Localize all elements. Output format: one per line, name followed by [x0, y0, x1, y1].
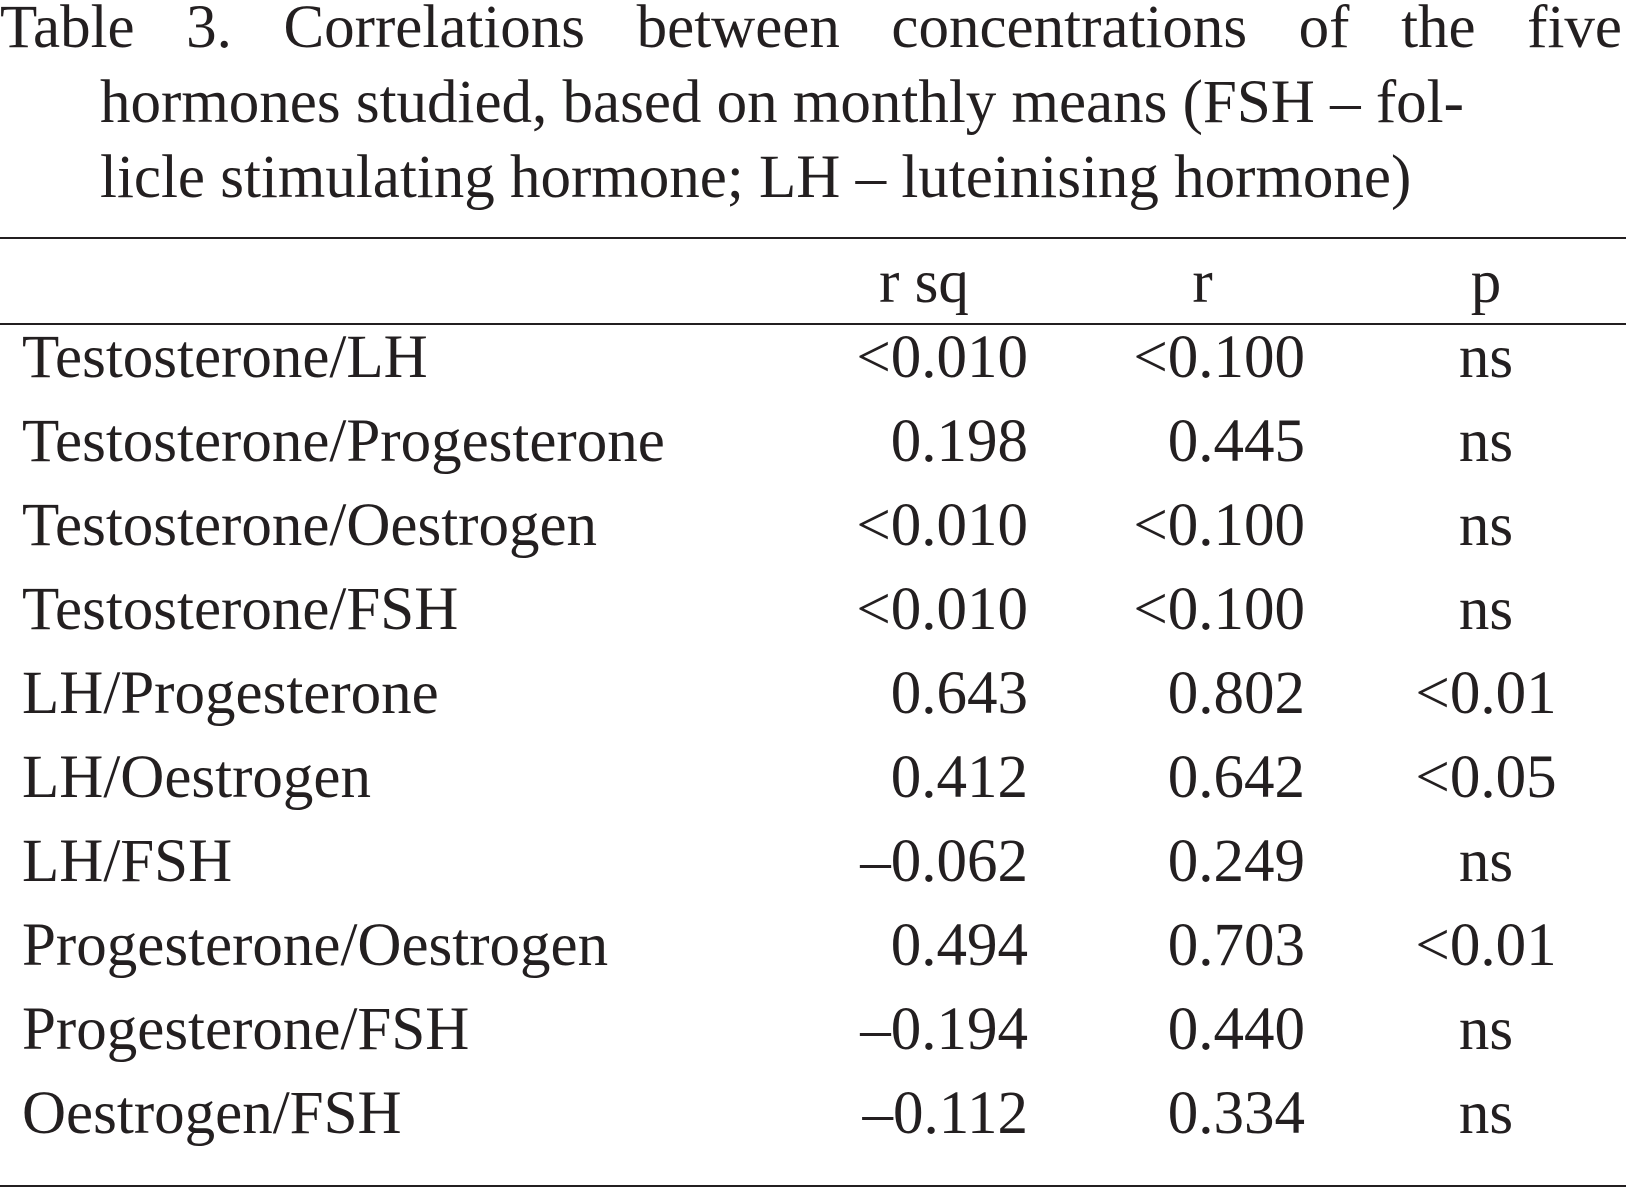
- table-row: [0, 1071, 1626, 1157]
- row-r: 0.440: [1167, 996, 1305, 1063]
- header-r: r: [1192, 249, 1213, 316]
- row-rsq: –0.194: [860, 996, 1028, 1063]
- row-label: Testosterone/FSH: [22, 576, 459, 643]
- row-rsq: 0.198: [890, 408, 1028, 475]
- row-rsq: 0.643: [890, 660, 1028, 727]
- table-row: [0, 819, 1626, 905]
- row-label: Oestrogen/FSH: [22, 1080, 402, 1147]
- row-rsq: 0.494: [890, 912, 1028, 979]
- table-caption: [0, 0, 1626, 215]
- table-top-rule: [0, 237, 1626, 239]
- row-r: <0.100: [1133, 576, 1305, 643]
- row-r: 0.249: [1167, 828, 1305, 895]
- row-rsq: <0.010: [856, 324, 1028, 391]
- caption-line-3: licle stimulating hormone; LH – luteinising hormone): [100, 144, 1412, 211]
- header-p: p: [1470, 249, 1502, 316]
- table-row: [0, 399, 1626, 485]
- row-p: <0.01: [1415, 912, 1557, 979]
- row-r: 0.642: [1167, 744, 1305, 811]
- table-header-row: [0, 240, 1626, 326]
- row-label: Progesterone/Oestrogen: [22, 912, 609, 979]
- caption-line-2: hormones studied, based on monthly means (FSH – fol-: [100, 69, 1464, 136]
- row-r: 0.334: [1167, 1080, 1305, 1147]
- row-r: <0.100: [1133, 492, 1305, 559]
- row-p: ns: [1458, 828, 1514, 895]
- caption-line-1: Table 3. Correlations between concentrations of the five: [0, 0, 1622, 61]
- row-rsq: 0.412: [890, 744, 1028, 811]
- row-label: LH/Progesterone: [22, 660, 439, 727]
- table-row: [0, 483, 1626, 569]
- row-p: <0.05: [1415, 744, 1557, 811]
- row-rsq: –0.062: [860, 828, 1028, 895]
- row-p: ns: [1458, 408, 1514, 475]
- row-r: 0.802: [1167, 660, 1305, 727]
- row-label: Testosterone/LH: [22, 324, 428, 391]
- row-rsq: –0.112: [862, 1080, 1028, 1147]
- row-r: <0.100: [1133, 324, 1305, 391]
- table-row: [0, 567, 1626, 653]
- table-row: [0, 903, 1626, 989]
- table-row: [0, 651, 1626, 737]
- row-rsq: <0.010: [856, 492, 1028, 559]
- header-rsq: r sq: [879, 249, 969, 316]
- row-label: LH/Oestrogen: [22, 744, 371, 811]
- row-p: <0.01: [1415, 660, 1557, 727]
- table-row: [0, 735, 1626, 821]
- table-bottom-rule: [0, 1185, 1626, 1187]
- row-rsq: <0.010: [856, 576, 1028, 643]
- row-r: 0.445: [1167, 408, 1305, 475]
- row-p: ns: [1458, 324, 1514, 391]
- row-p: ns: [1458, 1080, 1514, 1147]
- table-row: [0, 987, 1626, 1073]
- row-r: 0.703: [1167, 912, 1305, 979]
- row-label: LH/FSH: [22, 828, 233, 895]
- row-p: ns: [1458, 996, 1514, 1063]
- table-row: [0, 315, 1626, 401]
- row-label: Testosterone/Progesterone: [22, 408, 665, 475]
- row-p: ns: [1458, 492, 1514, 559]
- row-label: Testosterone/Oestrogen: [22, 492, 598, 559]
- row-label: Progesterone/FSH: [22, 996, 470, 1063]
- row-p: ns: [1458, 576, 1514, 643]
